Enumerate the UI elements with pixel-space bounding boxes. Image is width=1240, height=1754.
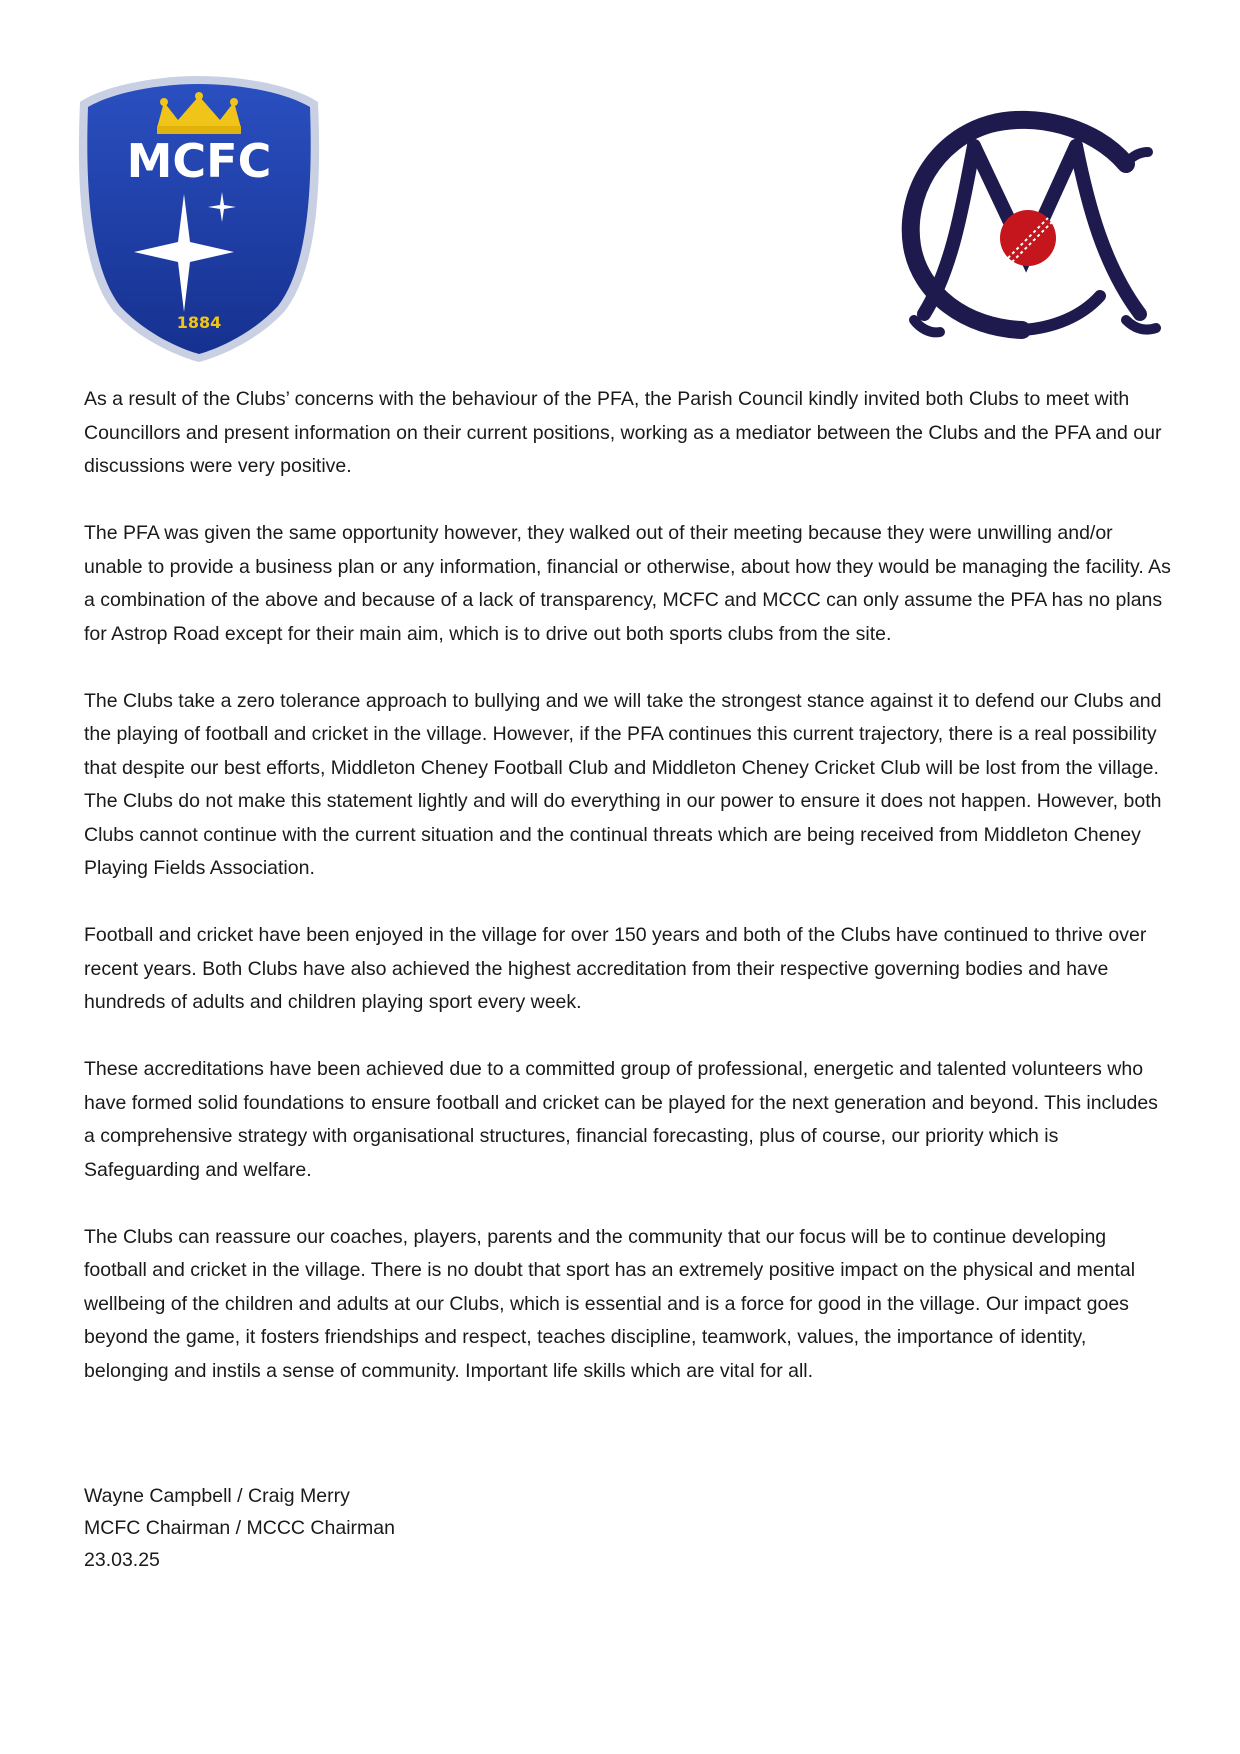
crest-year: 1884 — [176, 313, 222, 332]
crest-text: MCFC — [126, 134, 272, 188]
mccc-monogram-icon — [894, 106, 1162, 342]
paragraph-2: The PFA was given the same opportunity however, they walked out of their meeting because they were unwilling and/or unable to provide a business plan or any information, financial or otherwise, about how they would be managing the facility. As a combination of the above and because of a lack of transparency, MCFC and MCCC can only assume the PFA has no plans for Astrop Road except for their main aim, which is to drive out both sports clubs from the site. — [84, 522, 1171, 645]
paragraph-4: Football and cricket have been enjoyed in the village for over 150 years and both of the Clubs have continued to thrive over recent years. Both Clubs have also achieved the highest accreditation from their respective governing bodies and have hundreds of adults and children playing sport every week. — [84, 924, 1147, 1013]
paragraph-6: The Clubs can reassure our coaches, players, parents and the community that our focus will be to continue developing football and cricket in the village. There is no doubt that sport has an extremely positive impact on the physical and mental wellbeing of the children and adults at our Clubs, which is essential and is a force for good in the village. Our impact goes beyond the game, it fosters friendships and respect, teaches discipline, teamwork, values, the importance of identity, belonging and instils a sense of community. Important life skills which are vital for all. — [84, 1225, 1136, 1382]
letter-body — [84, 383, 1174, 1422]
paragraph-1: As a result of the Clubs’ concerns with the behaviour of the PFA, the Parish Council kindly invited both Clubs to meet with Councillors and present information on their current positions, working as a mediator between the Clubs and the PFA and our discussions were very positive. — [84, 388, 1162, 477]
signature-block — [84, 1480, 395, 1576]
paragraph-3: The Clubs take a zero tolerance approach to bullying and we will take the strongest stance against it to defend our Clubs and the playing of football and cricket in the village. However, if the PFA continues this current trajectory, there is a real possibility that despite our best efforts, Middleton Cheney Football Club and Middleton Cheney Cricket Club will be lost from the village. The Clubs do not make this statement lightly and will do everything in our power to ensure it does not happen. However, both Clubs cannot continue with the current situation and the continual threats which are being received from Middleton Cheney Playing Fields Association. — [84, 689, 1162, 879]
signature-date: 23.03.25 — [84, 1549, 160, 1571]
cricket-ball-icon — [1000, 210, 1056, 266]
paragraph-5: These accreditations have been achieved due to a committed group of professional, energetic and talented volunteers who have formed solid foundations to ensure football and cricket can be played for the next generation and beyond. This includes a comprehensive strategy with organisational structures, financial forecasting, plus of course, our priority which is Safeguarding and welfare. — [84, 1058, 1158, 1181]
signature-titles: MCFC Chairman / MCCC Chairman — [84, 1517, 395, 1539]
signature-names: Wayne Campbell / Craig Merry — [84, 1485, 350, 1507]
mcfc-crest-icon — [74, 72, 324, 364]
